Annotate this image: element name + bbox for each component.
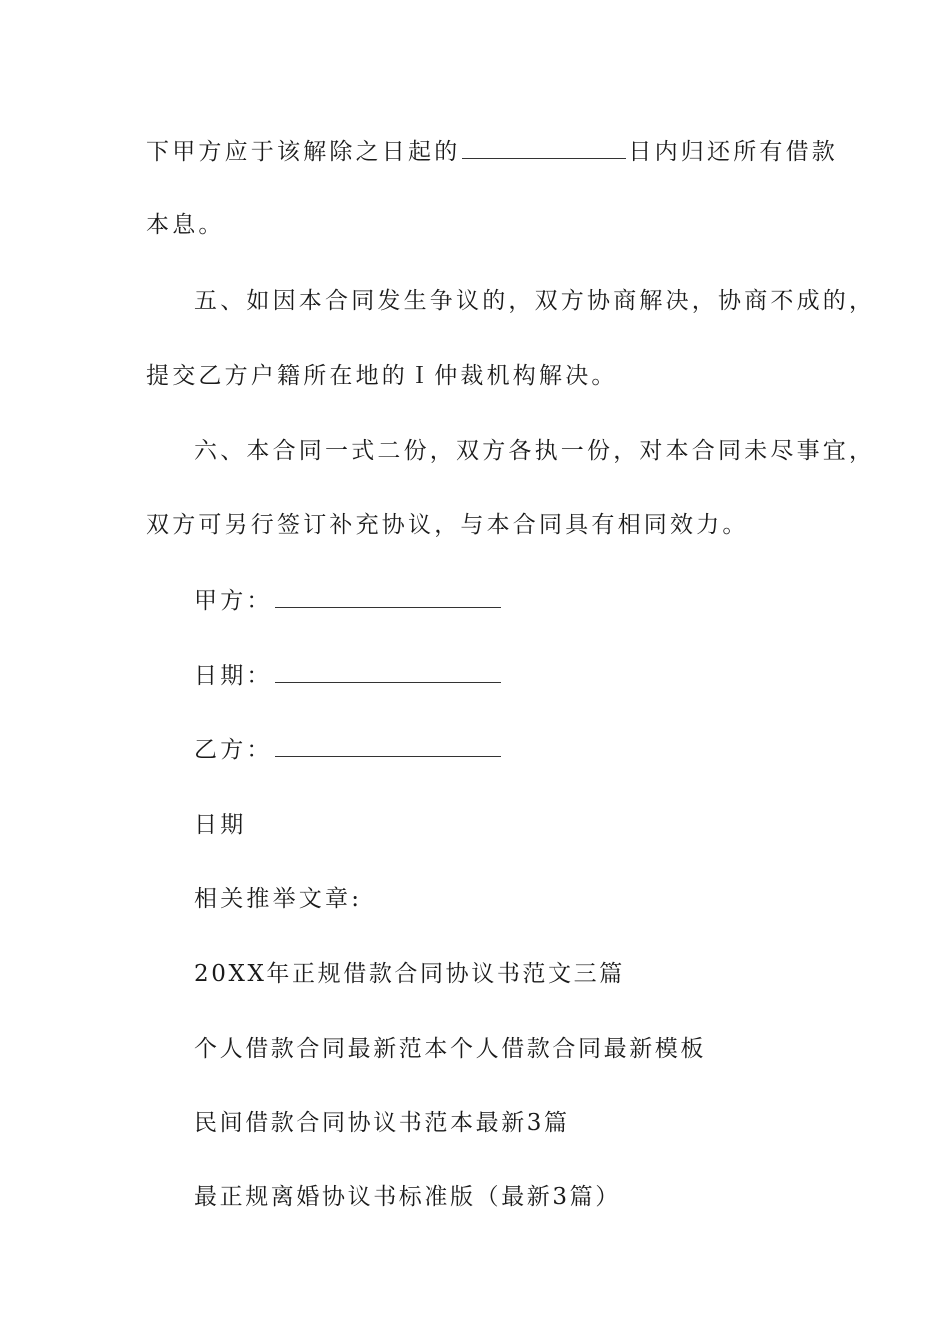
party-b-blank[interactable]: [275, 736, 501, 757]
clause6-line1: 六、本合同一式二份，双方各执一份，对本合同未尽事宜，: [194, 438, 876, 464]
clause5-line2: 提交乙方户籍所在地的Ｉ仲裁机构解决。: [146, 363, 618, 389]
party-a-signature: [194, 586, 503, 616]
related-article-link[interactable]: 最正规离婚协议书标准版（最新3篇）: [194, 1184, 621, 1210]
related-article-link[interactable]: 民间借款合同协议书范本最新3篇: [194, 1110, 570, 1136]
party-b-label: 乙方：: [194, 737, 273, 763]
clause4-line2: 本息。: [146, 212, 225, 238]
party-b-signature: [194, 735, 503, 765]
related-article-link[interactable]: 个人借款合同最新范本个人借款合同最新模板: [194, 1036, 706, 1062]
clause4-text-before: 下甲方应于该解除之日起的: [146, 139, 461, 165]
clause5-line1: 五、如因本合同发生争议的，双方协商解决，协商不成的，: [194, 288, 876, 314]
clause4-line1: [146, 137, 838, 167]
party-a-label: 甲方：: [194, 588, 273, 614]
date1-label: 日期：: [194, 663, 273, 689]
days-blank[interactable]: [462, 138, 626, 159]
clause6-line2: 双方可另行签订补充协议，与本合同具有相同效力。: [146, 512, 749, 538]
date1-blank[interactable]: [275, 662, 501, 683]
date1-signature: [194, 661, 503, 691]
party-a-blank[interactable]: [275, 587, 501, 608]
related-article-link[interactable]: 20XX年正规借款合同协议书范文三篇: [194, 961, 625, 987]
clause4-text-after: 日内归还所有借款: [628, 139, 839, 165]
related-heading: 相关推举文章:: [194, 886, 363, 912]
date2-label: 日期: [194, 812, 247, 838]
